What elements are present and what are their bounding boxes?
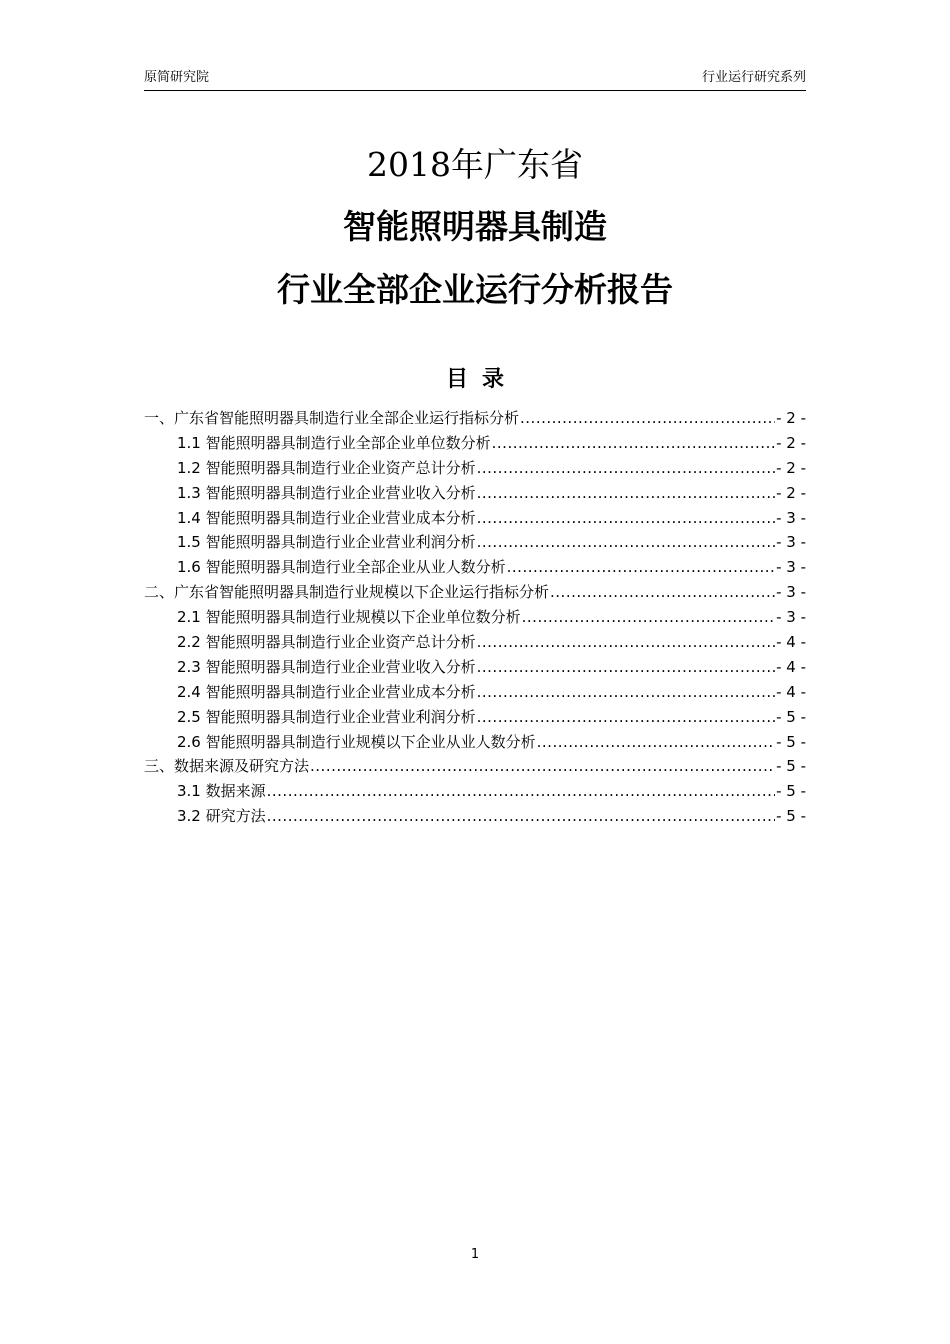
toc-entry-title: 二、广东省智能照明器具制造行业规模以下企业运行指标分析 <box>144 583 550 602</box>
toc-dot-leader <box>477 655 775 680</box>
toc-entry-title: 三、数据来源及研究方法 <box>144 757 310 776</box>
toc-entry[interactable] <box>144 779 806 804</box>
toc-entry-page: - 2 - <box>776 483 806 502</box>
toc-heading: 目录 <box>445 367 518 392</box>
toc-entry-page: - 5 - <box>776 782 806 801</box>
toc-entry[interactable] <box>144 481 806 506</box>
toc-dot-leader <box>522 605 775 630</box>
toc-entry[interactable] <box>144 555 806 580</box>
toc-entry-page: - 5 - <box>776 807 806 826</box>
toc-entry[interactable] <box>144 804 806 829</box>
toc-entry[interactable] <box>144 655 806 680</box>
toc-entry-title: 2.4 智能照明器具制造行业企业营业成本分析 <box>177 682 476 701</box>
toc-entry[interactable] <box>144 730 806 755</box>
toc-entry-title: 1.3 智能照明器具制造行业企业营业收入分析 <box>177 483 476 502</box>
toc-entry-page: - 2 - <box>776 458 806 477</box>
toc-dot-leader <box>477 456 775 481</box>
toc-dot-leader <box>477 680 775 705</box>
toc-entry-page: - 5 - <box>776 732 806 751</box>
toc-entry-title: 2.2 智能照明器具制造行业企业资产总计分析 <box>177 633 476 652</box>
report-title-line-1: 2018年广东省 <box>367 145 583 184</box>
toc-entry-title: 2.6 智能照明器具制造行业规模以下企业从业人数分析 <box>177 732 536 751</box>
toc-entry[interactable] <box>144 680 806 705</box>
toc-entry-title: 1.4 智能照明器具制造行业企业营业成本分析 <box>177 508 476 527</box>
toc-entry[interactable] <box>144 431 806 456</box>
toc-dot-leader <box>537 730 775 755</box>
toc-entry-title: 1.5 智能照明器具制造行业企业营业利润分析 <box>177 533 476 552</box>
toc-entry[interactable] <box>144 456 806 481</box>
toc-entry-title: 1.1 智能照明器具制造行业全部企业单位数分析 <box>177 433 491 452</box>
report-title-line-3: 行业全部企业运行分析报告 <box>277 270 673 309</box>
toc-entry[interactable] <box>144 530 806 555</box>
header-org-name: 原简研究院 <box>144 70 210 85</box>
toc-entry[interactable] <box>144 506 806 531</box>
toc-entry-page: - 3 - <box>776 508 806 527</box>
toc-entry-page: - 4 - <box>776 657 806 676</box>
toc-dot-leader <box>477 630 775 655</box>
toc-entry[interactable] <box>144 580 806 605</box>
toc-dot-leader <box>520 406 775 431</box>
toc-entry-page: - 3 - <box>776 583 806 602</box>
toc-entry-page: - 5 - <box>776 707 806 726</box>
toc-entry[interactable] <box>144 630 806 655</box>
toc-entry-title: 3.2 研究方法 <box>177 807 266 826</box>
toc-entry-title: 1.2 智能照明器具制造行业企业资产总计分析 <box>177 458 476 477</box>
toc-dot-leader <box>477 705 775 730</box>
page-number: 1 <box>470 1247 480 1262</box>
toc-dot-leader <box>477 481 775 506</box>
toc-entry[interactable] <box>144 705 806 730</box>
toc-dot-leader <box>550 580 775 605</box>
toc-dot-leader <box>267 779 775 804</box>
toc-entry-title: 一、广东省智能照明器具制造行业全部企业运行指标分析 <box>144 409 520 427</box>
toc-entry[interactable] <box>144 754 806 779</box>
report-title-line-2: 智能照明器具制造 <box>343 207 607 246</box>
toc-dot-leader <box>477 530 775 555</box>
toc-entry-page: - 2 - <box>776 409 806 427</box>
toc-dot-leader <box>310 754 775 779</box>
toc-entry-page: - 5 - <box>776 757 806 776</box>
toc-dot-leader <box>492 431 775 456</box>
toc-entry-title: 2.3 智能照明器具制造行业企业营业收入分析 <box>177 657 476 676</box>
page-header <box>144 68 806 91</box>
toc-entry-page: - 3 - <box>776 558 806 577</box>
table-of-contents <box>144 406 806 829</box>
toc-dot-leader <box>477 506 775 531</box>
toc-entry-page: - 4 - <box>776 633 806 652</box>
header-series-name: 行业运行研究系列 <box>701 70 806 85</box>
toc-entry-title: 1.6 智能照明器具制造行业全部企业从业人数分析 <box>177 558 506 577</box>
toc-entry-page: - 2 - <box>776 433 806 452</box>
toc-entry[interactable] <box>144 605 806 630</box>
toc-entry-title: 3.1 数据来源 <box>177 782 266 801</box>
toc-entry-title: 2.5 智能照明器具制造行业企业营业利润分析 <box>177 707 476 726</box>
toc-entry-page: - 4 - <box>776 682 806 701</box>
toc-entry-title: 2.1 智能照明器具制造行业规模以下企业单位数分析 <box>177 608 521 627</box>
toc-entry-page: - 3 - <box>776 608 806 627</box>
toc-entry-page: - 3 - <box>776 533 806 552</box>
toc-dot-leader <box>267 804 775 829</box>
toc-dot-leader <box>507 555 775 580</box>
toc-entry[interactable] <box>144 406 806 431</box>
